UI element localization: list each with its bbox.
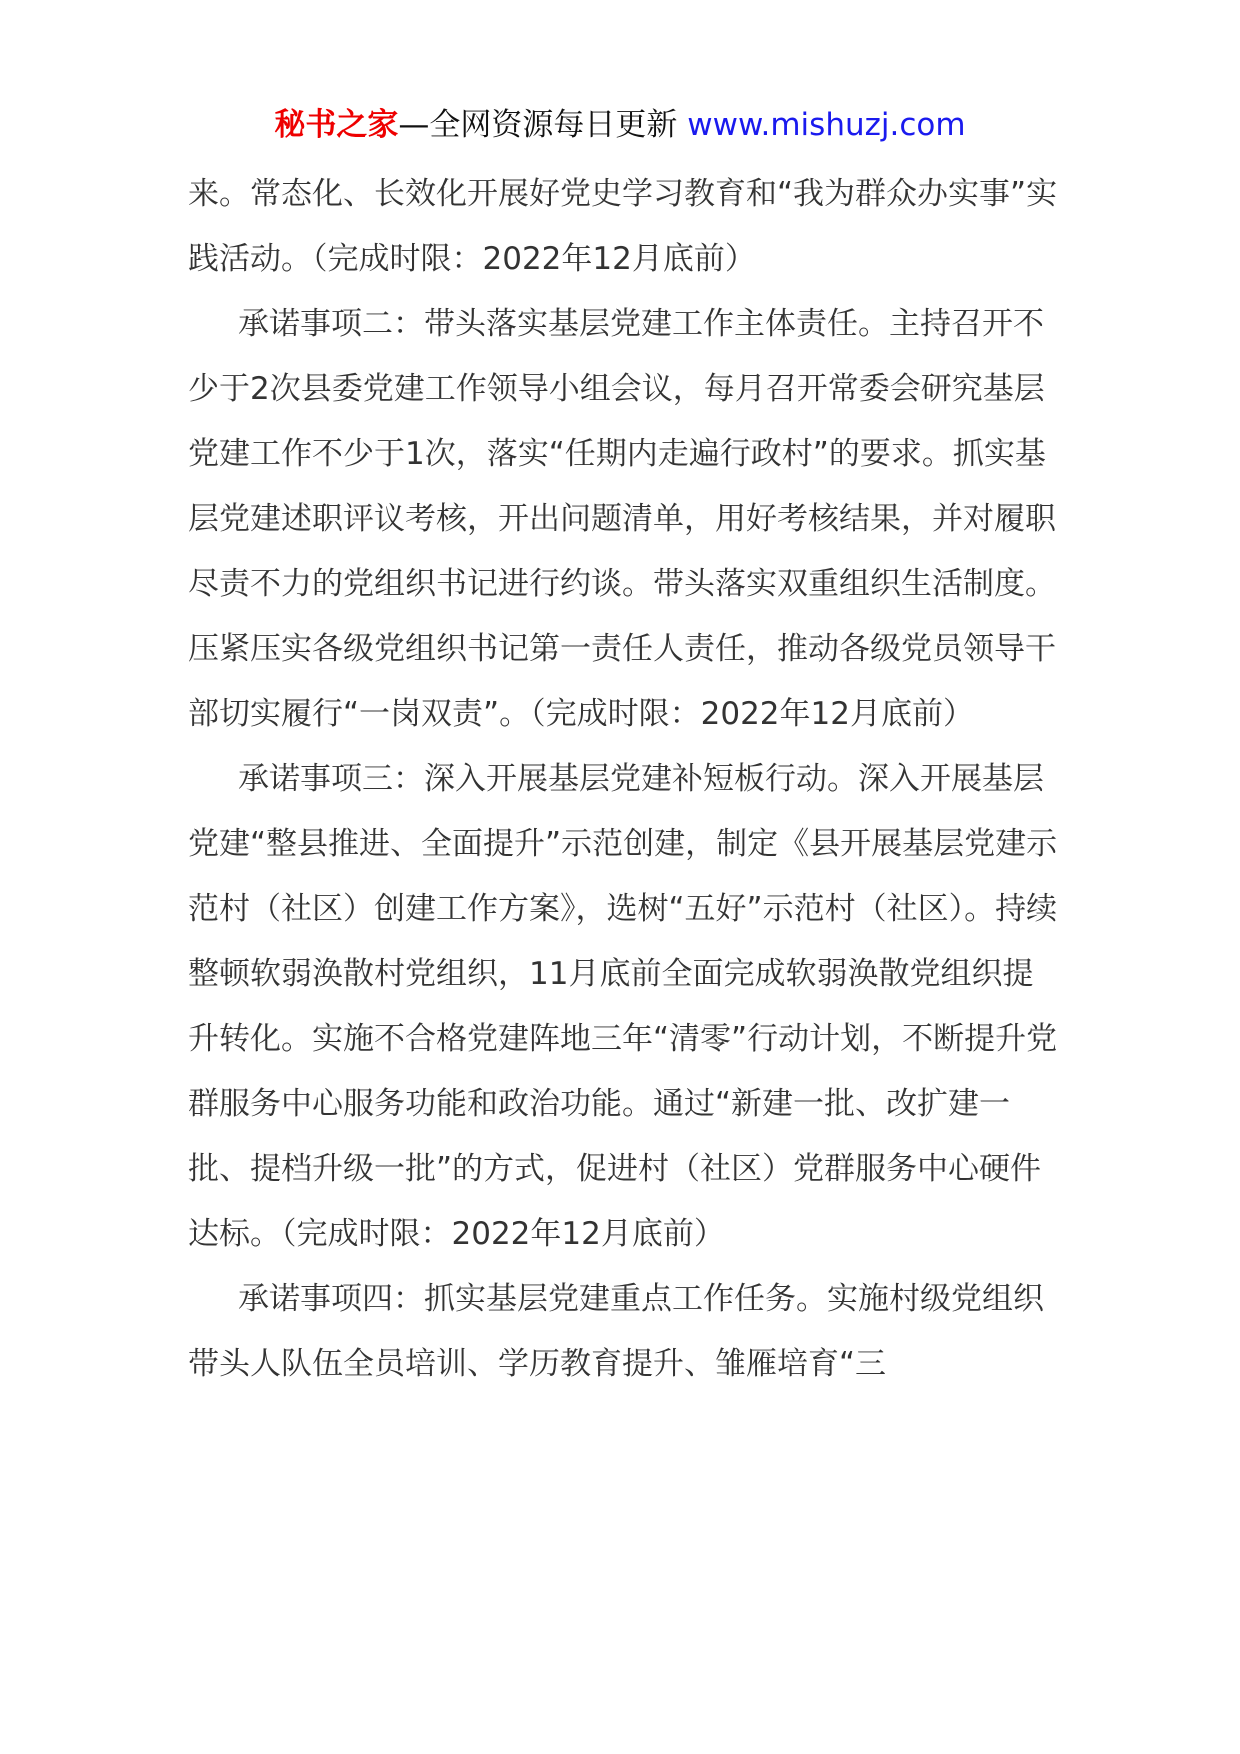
site-tagline: —全网资源每日更新 xyxy=(398,107,678,143)
watermark-header xyxy=(0,100,1240,150)
paragraph-commitment-2: 承诺事项二：带头落实基层党建工作主体责任。主持召开不少于2次县委党建工作领导小组会议，每月召开常委会研究基层党建工作不少于1次，落实“任期内走遍行政村”的要求。抓实基层党建述职评议考核，开出问题清单，用好考核结果，并对履职尽责不力的党组织书记进行约谈。带头落实双重组织生活制度。压紧压实各级党组织书记第一责任人责任，推动各级党员领导干部切实履行“一岗双责”。（完成时限：2022年12月底前） xyxy=(188,306,1056,732)
paragraph-continuation: 来。常态化、长效化开展好党史学习教育和“我为群众办实事”实践活动。（完成时限：2022年12月底前） xyxy=(188,176,1058,277)
site-url-link[interactable]: www.mishuzj.com xyxy=(687,107,966,143)
paragraph-commitment-3: 承诺事项三：深入开展基层党建补短板行动。深入开展基层党建“整县推进、全面提升”示范创建，制定《县开展基层党建示范村（社区）创建工作方案》，选树“五好”示范村（社区）。持续整顿软弱涣散村党组织，11月底前全面完成软弱涣散党组织提升转化。实施不合格党建阵地三年“清零”行动计划，不断提升党群服务中心服务功能和政治功能。通过“新建一批、改扩建一批、提档升级一批”的方式，促进村（社区）党群服务中心硬件达标。（完成时限：2022年12月底前） xyxy=(188,761,1058,1252)
paragraph-commitment-4: 承诺事项四：抓实基层党建重点工作任务。实施村级党组织带头人队伍全员培训、学历教育提升、雏雁培育“三 xyxy=(188,1281,1044,1382)
document-body xyxy=(188,162,1058,1397)
site-brand: 秘书之家 xyxy=(274,107,399,143)
